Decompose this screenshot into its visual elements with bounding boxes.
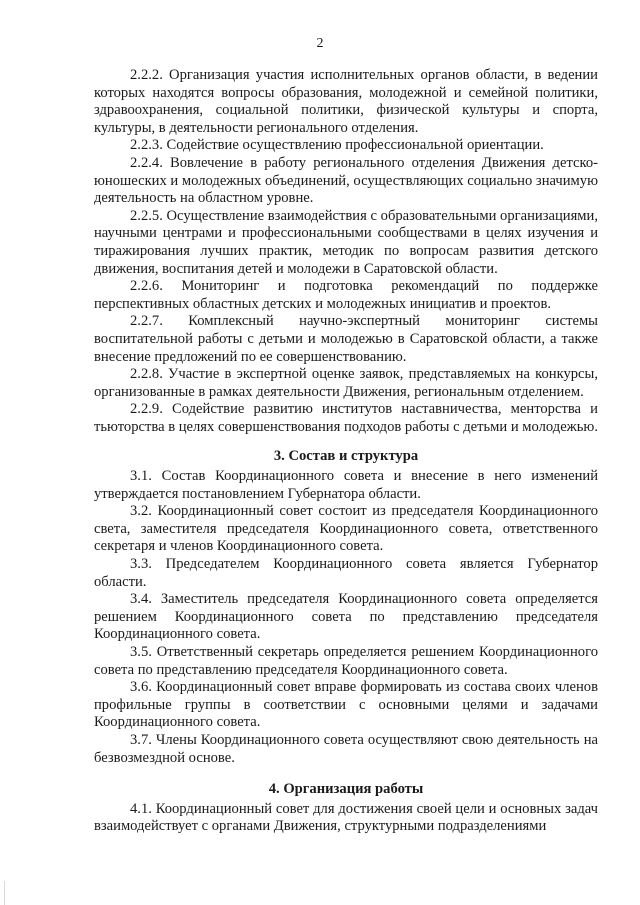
paragraph-3-3: 3.3. Председателем Координационного совета является Губернатор области. [94, 556, 598, 590]
paragraph-2-2-7: 2.2.7. Комплексный научно-экспертный мониторинг системы воспитательной работы с детьми и молодежью в Саратовской области, а также внесение предложений по ее совершенствованию. [94, 313, 598, 365]
paragraph-2-2-4: 2.2.4. Вовлечение в работу регионального отделения Движения детско-юношеских и молодежных объединений, осуществляющих социально значимую деятельность на областном уровне. [94, 154, 598, 207]
paragraph-3-6: 3.6. Координационный совет вправе формировать из состава своих членов профильные группы в соответствии с основными целями и задачами Координационного совета. [94, 679, 598, 731]
paragraph-4-1: 4.1. Координационный совет для достижения своей цели и основных задач взаимодействует с органами Движения, структурными подразделениями [94, 800, 598, 835]
scan-edge-mark [4, 881, 11, 905]
paragraph-2-2-8: 2.2.8. Участие в экспертной оценке заявок, представляемых на конкурсы, организованные в рамках деятельности Движения, региональным отделением. [94, 366, 598, 400]
paragraph-2-2-5: 2.2.5. Осуществление взаимодействия с образовательными организациями, научными центрами и профессиональными сообществами в целях изучения и тиражирования лучших практик, методик по вопросам развития детского движения, воспитания детей и молодежи в Саратовской области. [94, 207, 598, 277]
paragraph-2-2-6: 2.2.6. Мониторинг и подготовка рекомендаций по поддержке перспективных областных детских и молодежных инициатив и проектов. [94, 278, 598, 312]
paragraph-3-4: 3.4. Заместитель председателя Координационного совета определяется решением Координационного совета по представлению председателя Координационного совета. [94, 591, 598, 643]
paragraph-3-2: 3.2. Координационный совет состоит из председателя Координационного света, заместителя председателя Координационного совета, ответственного секретаря и членов Координационного совета. [94, 503, 598, 555]
section-2-items [94, 67, 598, 436]
paragraph-3-5: 3.5. Ответственный секретарь определяется решением Координационного совета по представлению председателя Координационного совета. [94, 644, 598, 678]
paragraph-2-2-9: 2.2.9. Содействие развитию институтов наставничества, менторства и тьюторства в целях совершенствования подходов работы с детьми и молодежью. [94, 401, 598, 435]
section-3-items [94, 468, 598, 767]
section-4-heading: 4. Организация работы [268, 781, 424, 798]
section-4-items [94, 801, 598, 836]
page-number: 2 [316, 36, 324, 51]
paragraph-3-1: 3.1. Состав Координационного совета и внесение в него изменений утверждается постановлением Губернатора области. [94, 468, 598, 502]
section-3-heading: 3. Состав и структура [273, 448, 419, 465]
paragraph-3-7: 3.7. Члены Координационного совета осуществляют свою деятельность на безвозмездной основе. [94, 731, 598, 766]
paragraph-2-2-2: 2.2.2. Организация участия исполнительных органов области, в ведении которых находятся вопросы образования, молодежной и семейной политики, здравоохранения, социальной политики, физической культуры и спорта, культуры, в деятельности регионального отделения. [94, 67, 598, 136]
paragraph-2-2-3: 2.2.3. Содействие осуществлению профессиональной ориентации. [130, 137, 544, 154]
